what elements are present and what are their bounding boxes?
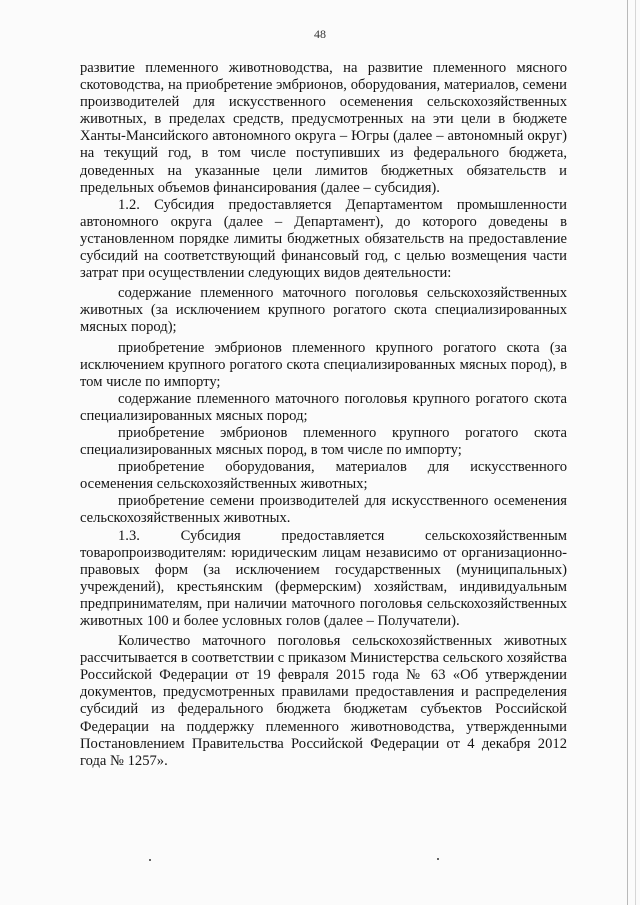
document-body xyxy=(80,60,567,770)
paragraph: 1.2. Субсидия предоставляется Департаментом промышленности автономного округа (далее – Департамент), до которого доведены в установленном порядке лимиты бюджетных обязательств на предоставление субсидий на соответствующий финансовый год, с целью возмещения части затрат при осуществлении следующих видов деятельности: xyxy=(80,196,567,282)
list-item: приобретение оборудования, материалов для искусственного осеменения сельскохозяйственных животных; xyxy=(80,459,567,493)
paragraph: развитие племенного животноводства, на развитие племенного мясного скотоводства, на приобретение эмбрионов, оборудования, материалов, семени производителей для искусственного осеменения сельскохозяйственных животных, в пределах средств, предусмотренных на эти цели в бюджете Ханты-Мансийского автономного округа – Югры (далее – автономный округ) на текущий год, в том числе поступивших из федерального бюджета, доведенных на указанные цели лимитов бюджетных обязательств и предельных объемов финансирования (далее – субсидия). xyxy=(80,60,567,196)
list-item: содержание племенного маточного поголовья сельскохозяйственных животных (за исключением крупного рогатого скота специализированных мясных пород); xyxy=(80,285,567,336)
list-item: приобретение семени производителей для искусственного осеменения сельскохозяйственных животных. xyxy=(80,493,567,527)
scan-edge-line xyxy=(627,0,628,905)
scan-marks xyxy=(0,856,640,866)
paragraph: 1.3. Субсидия предоставляется сельскохозяйственным товаропроизводителям: юридическим лицам независимо от организационно-правовых форм (за исключением государственных (муниципальных) учреждений), крестьянским (фермерским) хозяйствам, индивидуальным предпринимателям, при наличии маточного поголовья сельскохозяйственных животных 100 и более условных голов (далее – Получатели). xyxy=(80,527,567,629)
list-item: приобретение эмбрионов племенного крупного рогатого скота (за исключением крупного рогатого скота специализированных мясных пород), в том числе по импорту; xyxy=(80,339,567,390)
page-number: 48 xyxy=(314,27,326,41)
paragraph: Количество маточного поголовья сельскохозяйственных животных рассчитывается в соответствии с приказом Министерства сельского хозяйства Российской Федерации от 19 февраля 2015 года № 63 «Об утверждении документов, предусмотренных правилами предоставления и распределения субсидий из федерального бюджета бюджетам субъектов Российской Федерации на поддержку племенного животноводства, утвержденными Постановлением Правительства Российской Федерации от 4 декабря 2012 года № 1257». xyxy=(80,633,567,769)
list-item: содержание племенного маточного поголовья крупного рогатого скота специализированных мясных пород; xyxy=(80,390,567,424)
list-item: приобретение эмбрионов племенного крупного рогатого скота специализированных мясных пород, в том числе по импорту; xyxy=(80,424,567,459)
scan-edge-line xyxy=(635,0,636,905)
